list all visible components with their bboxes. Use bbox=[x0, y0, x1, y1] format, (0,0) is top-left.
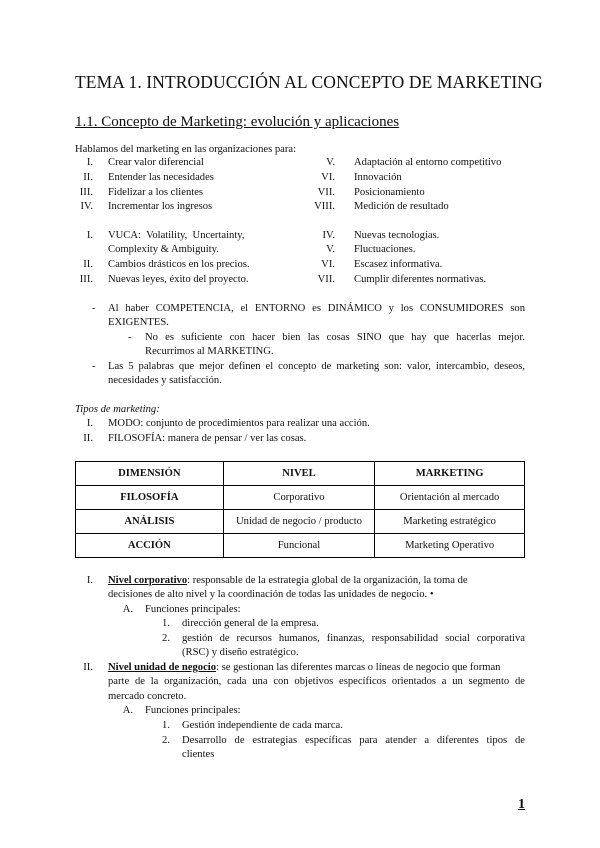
list-item: Incrementar los ingresos bbox=[108, 201, 213, 212]
list-letter: A. bbox=[122, 604, 133, 615]
list-item: FILOSOFÍA: manera de pensar / ver las cosas. bbox=[108, 433, 307, 444]
list-number: 2. bbox=[162, 735, 170, 746]
table-cell: Marketing Operativo bbox=[375, 534, 525, 558]
table-cell: ACCIÓN bbox=[76, 534, 224, 558]
list-item: VUCA: Volatility, Uncertainty, bbox=[108, 230, 245, 241]
list-number: VIII. bbox=[314, 201, 335, 212]
list-item: Crear valor diferencial bbox=[108, 157, 204, 168]
list-number: II. bbox=[83, 662, 93, 673]
list-number: II. bbox=[83, 259, 93, 270]
bullet-text: necesidades y satisfacción. bbox=[108, 375, 222, 386]
list-item: Cambios drásticos en los precios. bbox=[108, 259, 250, 270]
table-cell: ANÁLISIS bbox=[76, 510, 224, 534]
list-number: III. bbox=[79, 274, 93, 285]
nivel-text: decisiones de alto nivel y la coordinación de todas las unidades de negocio. • bbox=[108, 589, 434, 600]
nivel-text: : se gestionan las diferentes marcas o líneas de negocio que forman bbox=[216, 662, 501, 673]
page-title: TEMA 1. INTRODUCCIÓN AL CONCEPTO DE MARKETING bbox=[75, 72, 543, 92]
table-row bbox=[76, 486, 525, 510]
table-header-row bbox=[76, 462, 525, 486]
list-number: VII. bbox=[317, 187, 335, 198]
list-number: 1. bbox=[162, 618, 170, 629]
list-item: Posicionamiento bbox=[354, 187, 425, 198]
list-item: Nuevas leyes, éxito del proyecto. bbox=[108, 274, 249, 285]
table-row bbox=[76, 534, 525, 558]
list-number: I. bbox=[86, 230, 93, 241]
list-number: II. bbox=[83, 172, 93, 183]
list-number: I. bbox=[86, 575, 93, 586]
table-cell: Marketing estratégico bbox=[375, 510, 525, 534]
nivel-text: parte de la organización, cada una con objetivos específicos orientados a un segmento de bbox=[108, 676, 525, 687]
list-item: gestión de recursos humanos, finanzas, responsabilidad social corporativa bbox=[182, 633, 525, 644]
list-item: Desarrollo de estrategias específicas para atender a diferentes tipos de bbox=[182, 735, 525, 746]
list-number: 1. bbox=[162, 720, 170, 731]
list-number: V. bbox=[326, 157, 335, 168]
list-number: IV. bbox=[80, 201, 93, 212]
list-letter: A. bbox=[122, 705, 133, 716]
list-item: Escasez informativa. bbox=[354, 259, 443, 270]
table-cell: Unidad de negocio / producto bbox=[223, 510, 375, 534]
list-number: I. bbox=[86, 157, 93, 168]
bullet-dash: - bbox=[92, 361, 96, 372]
list-number: VI. bbox=[321, 172, 335, 183]
list-item: Innovación bbox=[354, 172, 402, 183]
list-item: Cumplir diferentes normativas. bbox=[354, 274, 487, 285]
list-item: dirección general de la empresa. bbox=[182, 618, 319, 629]
table-cell: FILOSOFÍA bbox=[76, 486, 224, 510]
list-item: Fluctuaciones. bbox=[354, 244, 416, 255]
page-number: 1 bbox=[518, 797, 525, 812]
bullet-text: No es suficiente con hacer bien las cosas SINO que hay que hacerlas mejor. bbox=[145, 332, 525, 343]
table-cell: Corporativo bbox=[223, 486, 375, 510]
list-item: Gestión independiente de cada marca. bbox=[182, 720, 343, 731]
list-number: IV. bbox=[322, 230, 335, 241]
list-item: Nuevas tecnologías. bbox=[354, 230, 440, 241]
section-title: 1.1. Concepto de Marketing: evolución y aplicaciones bbox=[75, 114, 400, 130]
table-header: NIVEL bbox=[223, 462, 375, 486]
sub-heading: Funciones principales: bbox=[145, 705, 241, 716]
list-number: VII. bbox=[317, 274, 335, 285]
intro-text: Hablamos del marketing en las organizaciones para: bbox=[75, 144, 297, 155]
nivel-paragraph bbox=[108, 661, 525, 675]
table-header: DIMENSIÓN bbox=[76, 462, 224, 486]
nivel-text: mercado concreto. bbox=[108, 691, 187, 702]
list-number: VI. bbox=[321, 259, 335, 270]
list-number: I. bbox=[86, 418, 93, 429]
nivel-text: : responsable de la estrategia global de la organización, la toma de bbox=[187, 575, 468, 586]
list-item: MODO: conjunto de procedimientos para realizar una acción. bbox=[108, 418, 370, 429]
bullet-text: EXIGENTES. bbox=[108, 317, 169, 328]
list-item: Adaptación al entorno competitivo bbox=[354, 157, 502, 168]
dimension-table bbox=[75, 461, 525, 558]
table-cell: Orientación al mercado bbox=[375, 486, 525, 510]
list-number: 2. bbox=[162, 633, 170, 644]
table-row bbox=[76, 510, 525, 534]
table-cell: Funcional bbox=[223, 534, 375, 558]
list-item: Complexity & Ambiguity. bbox=[108, 244, 219, 255]
list-item: Medición de resultado bbox=[354, 201, 449, 212]
list-item: (RSC) y diseño estratégico. bbox=[182, 647, 299, 658]
bullet-text: Recurrimos al MARKETING. bbox=[145, 346, 274, 357]
nivel-paragraph bbox=[108, 574, 525, 588]
list-number: II. bbox=[83, 433, 93, 444]
bullet-dash: - bbox=[128, 332, 132, 343]
list-item: Entender las necesidades bbox=[108, 172, 214, 183]
tipos-heading: Tipos de marketing: bbox=[75, 404, 160, 415]
bullet-dash: - bbox=[92, 303, 96, 314]
list-number: V. bbox=[326, 244, 335, 255]
nivel-label: Nivel corporativo bbox=[108, 575, 188, 586]
nivel-label: Nivel unidad de negocio bbox=[108, 662, 217, 673]
bullet-text: Las 5 palabras que mejor definen el concepto de marketing son: valor, intercambio, deseos, bbox=[108, 361, 525, 372]
bullet-text: Al haber COMPETENCIA, el ENTORNO es DINÁMICO y los CONSUMIDORES son bbox=[108, 303, 525, 314]
table-header: MARKETING bbox=[375, 462, 525, 486]
list-number: III. bbox=[79, 187, 93, 198]
list-item: clientes bbox=[182, 749, 215, 760]
sub-heading: Funciones principales: bbox=[145, 604, 241, 615]
list-item: Fidelizar a los clientes bbox=[108, 187, 204, 198]
